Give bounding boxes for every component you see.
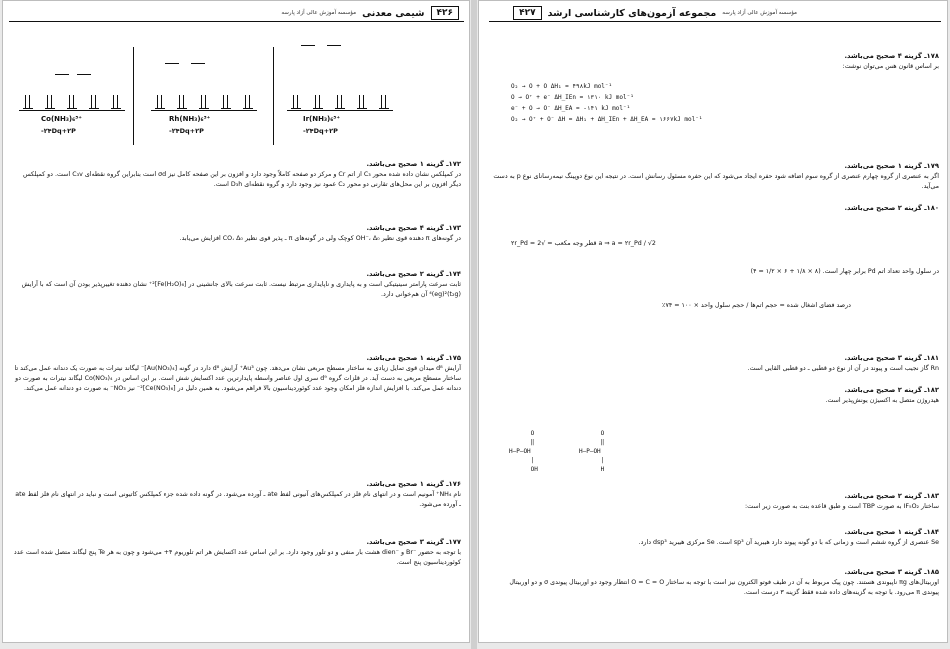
- answer-173: [13, 223, 461, 244]
- t2g-orbital: [379, 95, 389, 109]
- answer-heading: ۱۷۸ـ گزینه ۴ صحیح می‌باشد.: [844, 52, 939, 60]
- answer-181: [491, 353, 939, 374]
- t2g-orbital: [291, 95, 301, 109]
- cfse-value: -۲۴Dq+۲P: [41, 127, 76, 135]
- diagram-section: [281, 39, 421, 149]
- answer-heading: ۱۷۶ـ گزینه ۱ صحیح می‌باشد.: [366, 480, 461, 488]
- header-title: مجموعه آزمون‌های کارشناسی ارشد: [547, 7, 717, 19]
- answer-heading: ۱۸۵ـ گزینه ۳ صحیح می‌باشد.: [844, 568, 939, 576]
- t2g-orbital: [177, 95, 187, 109]
- answer-179: [491, 161, 939, 192]
- page-number: ۴۲۶: [431, 6, 459, 20]
- answer-heading: ۱۸۲ـ گزینه ۲ صحیح می‌باشد.: [844, 386, 939, 394]
- equation-line: O₂ → O + O ΔH₁ = ۴۹۸kJ mol⁻¹: [511, 83, 613, 90]
- eg-level: [301, 45, 315, 46]
- t2g-orbital: [67, 95, 77, 109]
- answer-text: هیدروژن متصل به اکسیژن یونش‌پذیر است.: [825, 397, 939, 404]
- answer-text: آرایش d⁸ میدان قوی تمایل زیادی به ساختار مسطح مربعی نشان می‌دهد. چون Au³⁺ آرایش d⁸ دارد در گونه [Au(NO₃)₄]⁻ لیگاند نیترات به صورت یک دندانه عمل می‌کند تا ساختار مسطح مربعی به دست آید. در قلزات گروه d⁹ سری اول عناصر واسطه پایدارترین عدد اکسایش شش است. بر این اساس در Co(NO₃)₄ لیگاند نیترات به صورت دو دندانه عمل می‌کند. با افزایش اندازه فلز امکان وجود عدد کوئوردیناسیون بالا فراهم می‌شود. به همین دلیل در [Ce(NO₃)₆]²⁻ نیز NO₃⁻ به صورت دو دندانه عمل می‌کند.: [14, 365, 461, 392]
- equation-line: e⁻ + O → O⁻ ΔH_EA = -۱۴۱ kJ mol⁻¹: [511, 105, 631, 112]
- answer-text: اگر به عنصری از گروه چهارم عنصری از گروه سوم اضافه شود حفره ایجاد می‌شود که این حفره مسئول رسانش است. در نتیجه این نوع دوپینگ نیمه‌رسانای نوع p به دست می‌آید.: [493, 173, 939, 190]
- eg-level: [165, 63, 179, 64]
- answer-text: در کمپلکس نشان داده شده محور C₃ از اتم Cr و مرکز دو صفحه کاملاً وجود دارد و افزون بر این صفحه کامل نیز σd است بنابراین گروه نقطه‌ای C₃v است. دو کمپلکس دیگر افزون بر این محل‌های تقارنی دو محور C₂ عمود نیز وجود دارد و گروه نقطه‌ای D₃h است.: [23, 171, 461, 188]
- level-baseline: [287, 110, 393, 111]
- level-baseline: [151, 110, 257, 111]
- section-divider: [273, 47, 274, 145]
- answer-text: در سلول واحد تعداد اتم Pd برابر چهار است. (۸ × ۱/۸ + ۶ × ۱/۲ = ۴): [750, 268, 939, 275]
- page-number: ۴۲۷: [513, 6, 541, 20]
- answer-heading: ۱۷۹ـ گزینه ۱ صحیح می‌باشد.: [844, 162, 939, 170]
- answer-177: [13, 537, 461, 568]
- eg-level: [191, 63, 205, 64]
- t2g-orbital: [111, 95, 121, 109]
- answer-180: [491, 203, 939, 214]
- answer-text: بر اساس قانون هس می‌توان نوشت:: [842, 63, 939, 70]
- cfse-value: -۲۴Dq+۲P: [169, 127, 204, 135]
- t2g-orbital: [221, 95, 231, 109]
- answer-heading: ۱۷۲ـ گزینه ۱ صحیح می‌باشد.: [366, 160, 461, 168]
- answer-185: [491, 567, 939, 598]
- answer-heading: ۱۷۳ـ گزینه ۴ صحیح می‌باشد.: [366, 224, 461, 232]
- t2g-orbital: [45, 95, 55, 109]
- equation-line: O → O⁺ + e⁻ ΔH_IEn = ۱۳۱۰ kJ mol⁻¹: [511, 94, 634, 101]
- eg-level: [77, 74, 91, 75]
- orbital-splitting-diagram: [15, 39, 460, 149]
- answer-172: [13, 159, 461, 190]
- t2g-orbital: [23, 95, 33, 109]
- acid-structure-1: O ‖ H—P—OH | OH: [509, 430, 538, 473]
- answer-182: [491, 385, 939, 406]
- answer-text: ساختار IF₅O₂ به صورت TBP است و طبق قاعده بنت به صورت زیر است:: [745, 503, 939, 510]
- answer-text: Se عنصری از گروه ششم است و زمانی که با دو گونه پیوند دارد هیبرید آن sp³ است. Se مرکزی هیبرید dsp³ دارد.: [638, 539, 939, 546]
- section-divider: [133, 47, 134, 145]
- answer-183: [491, 491, 939, 512]
- right-page: [478, 0, 948, 643]
- complex-formula: Ir(NH₃)₆³⁺: [303, 115, 341, 123]
- book-spine: [471, 0, 477, 649]
- answer-heading: ۱۸۴ـ گزینه ۱ صحیح می‌باشد.: [844, 528, 939, 536]
- answer-text: ثابت سرعت پارامتر سینیتیکی است و به پایداری و ناپایداری مرتبط نیست. ثابت سرعت بالای جانشینی در [Fe(H₂O)₆]²⁺ نشان دهنده تغییرپذیر بودن آن است که با آرایش (t₂g)⁴(eg)² آن هم‌خوانی دارد.: [21, 281, 461, 298]
- t2g-orbital: [335, 95, 345, 109]
- answer-text: اوربیتال‌های πg ناپیوندی هستند. چون پیک مربوط به آن در طیف فوتو الکترون نیز است با توجه به ساختار O = C = O انتظار وجود دو اوربیتال پیوندی σ و دو اوربیتال پیوندی π می‌رود. با توجه به گزینه‌های داده شده فقط گزینه ۳ درست است.: [509, 579, 939, 596]
- right-page-header: [513, 5, 797, 21]
- answer-text: نام NH₄⁺ آمونیم است و در انتهای نام فلز در کمپلکس‌های آنیونی لفظ ate ـ آورده می‌شود. در گونه داده شده جزء کمپلکس کاتیونی است و نباید در انتهای نام فلز لفظ ate ـ آورده می‌شود.: [15, 491, 461, 508]
- answer-text: در گونه‌های π دهنده قوی نظیر OH⁻، Δ₀ کوچک ولی در گونه‌های π ـ پذیر قوی نظیر CO، Δ₀ افزایش می‌یابد.: [179, 235, 461, 242]
- complex-formula: Rh(NH₃)₆³⁺: [169, 115, 211, 123]
- cfse-value: -۲۴Dq+۲P: [303, 127, 338, 135]
- t2g-orbital: [313, 95, 323, 109]
- t2g-orbital: [155, 95, 165, 109]
- t2g-orbital: [89, 95, 99, 109]
- eg-level: [327, 45, 341, 46]
- t2g-orbital: [357, 95, 367, 109]
- answer-heading: ۱۸۳ـ گزینه ۲ صحیح می‌باشد.: [844, 492, 939, 500]
- answer-heading: ۱۷۵ـ گزینه ۱ صحیح می‌باشد.: [366, 354, 461, 362]
- answer-text: با توجه به حضور ⁻Br و ⁻dien هشت بار منفی و دو تلور وجود دارد. بر این اساس عدد اکسایش هر اتم تلوریوم ۴+ می‌شود و چون به هر Te پنج لیگاند متصل شده است عدد کوئوردیناسیون پنج است.: [13, 549, 461, 566]
- equation-line: O₂ → O⁺ + O⁻ ΔH = ΔH₁ + ΔH_IEn + ΔH_EA = ۱۶۶۷kJ mol⁻¹: [511, 116, 703, 123]
- t2g-orbital: [243, 95, 253, 109]
- level-baseline: [19, 110, 125, 111]
- answer-heading: ۱۷۴ـ گزینه ۲ صحیح می‌باشد.: [366, 270, 461, 278]
- header-org: مؤسسه آموزش عالی آزاد پارسه: [722, 10, 797, 16]
- acid-structure-2: O ‖ H—P—OH | H: [579, 430, 605, 473]
- header-rule: [9, 21, 464, 22]
- complex-formula: Co(NH₃)₆³⁺: [41, 115, 82, 123]
- left-page: [2, 0, 470, 643]
- header-rule: [489, 21, 941, 22]
- answer-174: [13, 269, 461, 300]
- left-page-header: [281, 5, 459, 21]
- header-title: شیمی معدنی: [362, 7, 425, 19]
- answer-178: [491, 51, 939, 72]
- packing-formula-1: ۲r_Pd = قطر وجه مکعب = √2 a ⇒ a = ۲r_Pd / √2: [511, 240, 656, 247]
- answer-175: [13, 353, 461, 394]
- answer-184: [491, 527, 939, 548]
- diagram-section: [141, 39, 281, 149]
- t2g-orbital: [199, 95, 209, 109]
- answer-176: [13, 479, 461, 510]
- answer-heading: ۱۷۷ـ گزینه ۳ صحیح می‌باشد.: [366, 538, 461, 546]
- hess-law-equations: [511, 81, 702, 125]
- eg-level: [55, 74, 69, 75]
- answer-text: Rn گاز نجیب است و پیوند در آن از نوع دو قطبی ـ دو قطبی القایی است.: [747, 365, 939, 372]
- packing-formula-2: درصد فضای اشغال شده = حجم اتم‌ها / حجم سلول واحد × ۱۰۰ = ۷۴٪: [662, 302, 851, 309]
- header-org: مؤسسه آموزش عالی آزاد پارسه: [281, 10, 357, 16]
- answer-heading: ۱۸۰ـ گزینه ۲ صحیح می‌باشد.: [844, 204, 939, 212]
- answer-heading: ۱۸۱ـ گزینه ۳ صحیح می‌باشد.: [844, 354, 939, 362]
